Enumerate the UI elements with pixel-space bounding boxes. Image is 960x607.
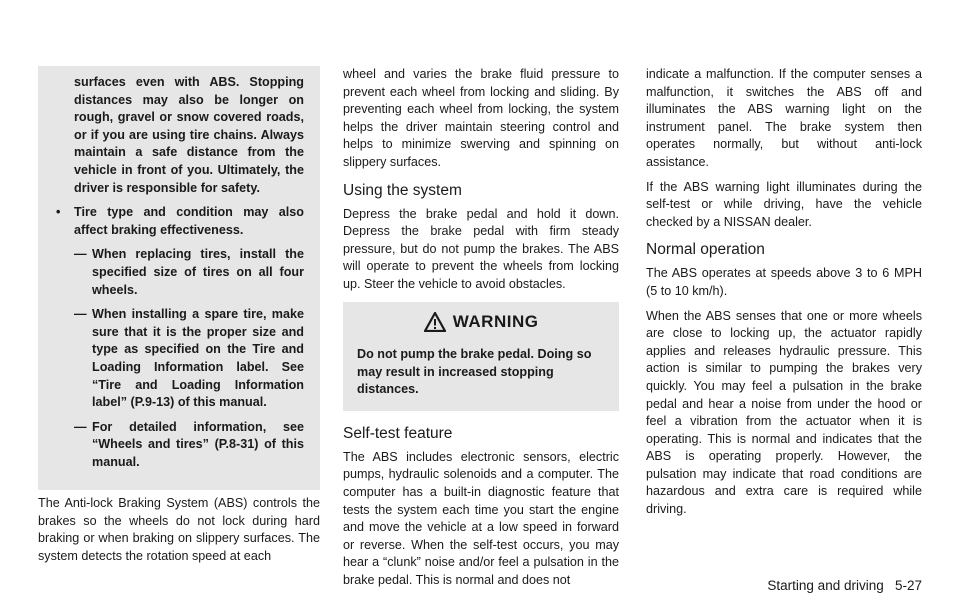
- abs-intro-continued: wheel and varies the brake fluid pressure to prevent each wheel from locking and sliding. By preventing each wheel from locking, the system helps the driver maintain steering control and helps to minimize swerving and spinning on slippery surfaces.: [343, 67, 619, 169]
- self-test-continued: indicate a malfunction. If the computer senses a malfunction, it switches the ABS off and illuminates the ABS warning light on the instrument panel. The brake system then operates normally, but without anti-lock assistance.: [646, 67, 922, 169]
- warning-light-text: If the ABS warning light illuminates during the self-test or while driving, have the vehicle checked by a NISSAN dealer.: [646, 179, 922, 229]
- dash-mark: —: [74, 247, 87, 262]
- page-footer: Starting and driving 5-27: [767, 578, 922, 593]
- normal-operation-text-2: When the ABS senses that one or more wheels are close to locking up, the actuator rapidly applies and releases hydraulic pressure. This action is similar to pumping the brakes very quickly. You may feel a pulsation in the brake pedal and hear a noise from under the hood or feel a vibration from the actuator when it is operating. This is normal and indicates that the ABS is operating properly. However, the pulsation may indicate that road conditions are hazardous and extra care is required while driving.: [646, 308, 922, 517]
- abs-intro-paragraph: The Anti-lock Braking System (ABS) controls the brakes so the wheels do not lock during hard braking or when braking on slippery surfaces. The system detects the rotation speed at each: [38, 496, 320, 563]
- heading-using-the-system: Using the system: [343, 181, 462, 199]
- heading-normal-operation: Normal operation: [646, 241, 765, 259]
- warning-text: Do not pump the brake pedal. Doing so may result in increased stopping distances.: [357, 347, 592, 397]
- column-3: [646, 66, 922, 519]
- warning-triangle-icon: [424, 312, 446, 332]
- dash-mark: —: [74, 307, 87, 322]
- dash-text-2: When installing a spare tire, make sure that it is the proper size and type as specified on the Tire and Loading Information label. See “Tire and Loading Information label” (P.9-13) of this manual.: [92, 307, 304, 410]
- self-test-text: The ABS includes electronic sensors, electric pumps, hydraulic solenoids and a computer. The computer has a built-in diagnostic feature that tests the system each time you start the engine and move the vehicle at a low speed in forward or reverse. When the self-test occurs, you may hear a “clunk” noise and/or feel a pulsation in the brake pedal. This is normal and does not: [343, 449, 619, 587]
- warning-box: [343, 302, 619, 411]
- dash-mark: —: [74, 419, 87, 434]
- caution-dash-2: [38, 306, 314, 412]
- column-2: [343, 66, 619, 590]
- caution-bullet: [38, 204, 314, 239]
- dash-text-3: For detailed information, see “Wheels and tires” (P.8-31) of this manual.: [92, 419, 304, 469]
- heading-self-test-feature: Self-test feature: [343, 424, 453, 442]
- warning-header: [343, 312, 619, 333]
- dash-text-1: When replacing tires, install the specified size of tires on all four wheels.: [92, 247, 304, 297]
- caution-continued-text: surfaces even with ABS. Stopping distances may also be longer on rough, gravel or snow covered roads, or if you are using tire chains. Always maintain a safe distance from the vehicle in front of you. Ultimately, the driver is responsible for safety.: [74, 75, 304, 195]
- caution-dash-1: [38, 246, 314, 299]
- column-1: [38, 66, 314, 471]
- normal-operation-text-1: The ABS operates at speeds above 3 to 6 MPH (5 to 10 km/h).: [646, 266, 922, 298]
- bullet-text: Tire type and condition may also affect braking effectiveness.: [74, 205, 304, 237]
- caution-dash-3: [38, 419, 314, 472]
- using-the-system-text: Depress the brake pedal and hold it down. Depress the brake pedal with firm steady pressure, but do not pump the brakes. The ABS will operate to prevent the wheels from locking up. Steer the vehicle to avoid obstacles.: [343, 206, 619, 291]
- warning-title: WARNING: [452, 311, 539, 331]
- bullet-mark: •: [56, 205, 61, 220]
